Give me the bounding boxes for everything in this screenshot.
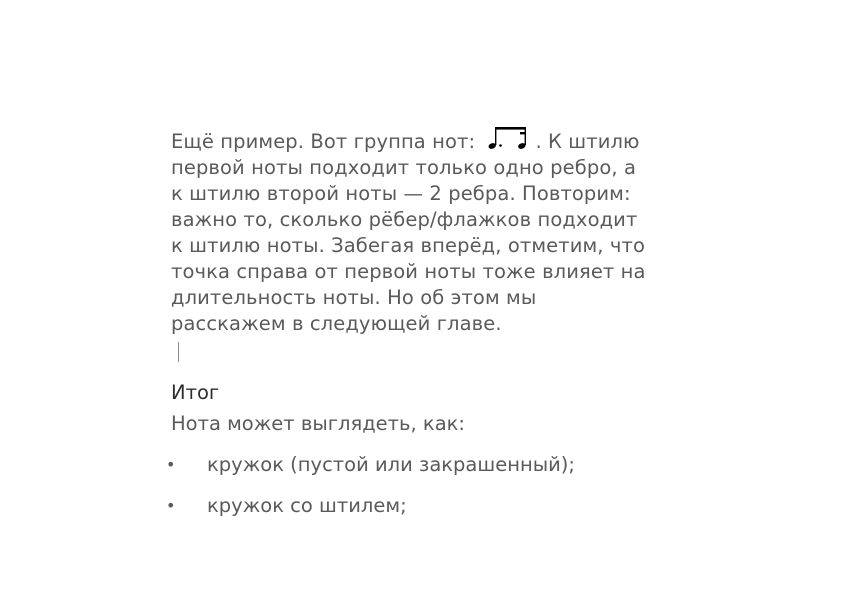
paragraph-line-7: длительность ноты. Но об этом мы [171, 286, 537, 309]
bullet-icon: • [166, 455, 176, 474]
paragraph-line-1-end: . К штилю [535, 130, 640, 153]
example-paragraph [171, 126, 731, 337]
bullet-icon: • [166, 496, 176, 515]
paragraph-line-3: к штилю второй ноты — 2 ребра. Повторим: [171, 182, 631, 205]
list-item-text: кружок со штилем; [207, 494, 407, 517]
paragraph-line-4: важно то, сколько рёбер/флажков подходит [171, 208, 638, 231]
paragraph-line-1-start: Ещё пример. Вот группа нот: [171, 130, 482, 153]
text-cursor[interactable] [178, 342, 179, 362]
paragraph-line-2: первой ноты подходит только одно ребро, а [171, 156, 636, 179]
paragraph-line [171, 126, 731, 155]
summary-heading: Итог [171, 381, 220, 404]
list-item-text: кружок (пустой или закрашенный); [207, 453, 575, 476]
summary-intro: Нота может выглядеть, как: [171, 412, 465, 435]
dotted-eighth-sixteenth-notes-icon [485, 126, 533, 152]
paragraph-line-6: точка справа от первой ноты тоже влияет на [171, 260, 646, 283]
paragraph-line-5: к штилю ноты. Забегая вперёд, отметим, что [171, 234, 645, 257]
paragraph-line-8: расскажем в следующей главе. [171, 312, 502, 335]
